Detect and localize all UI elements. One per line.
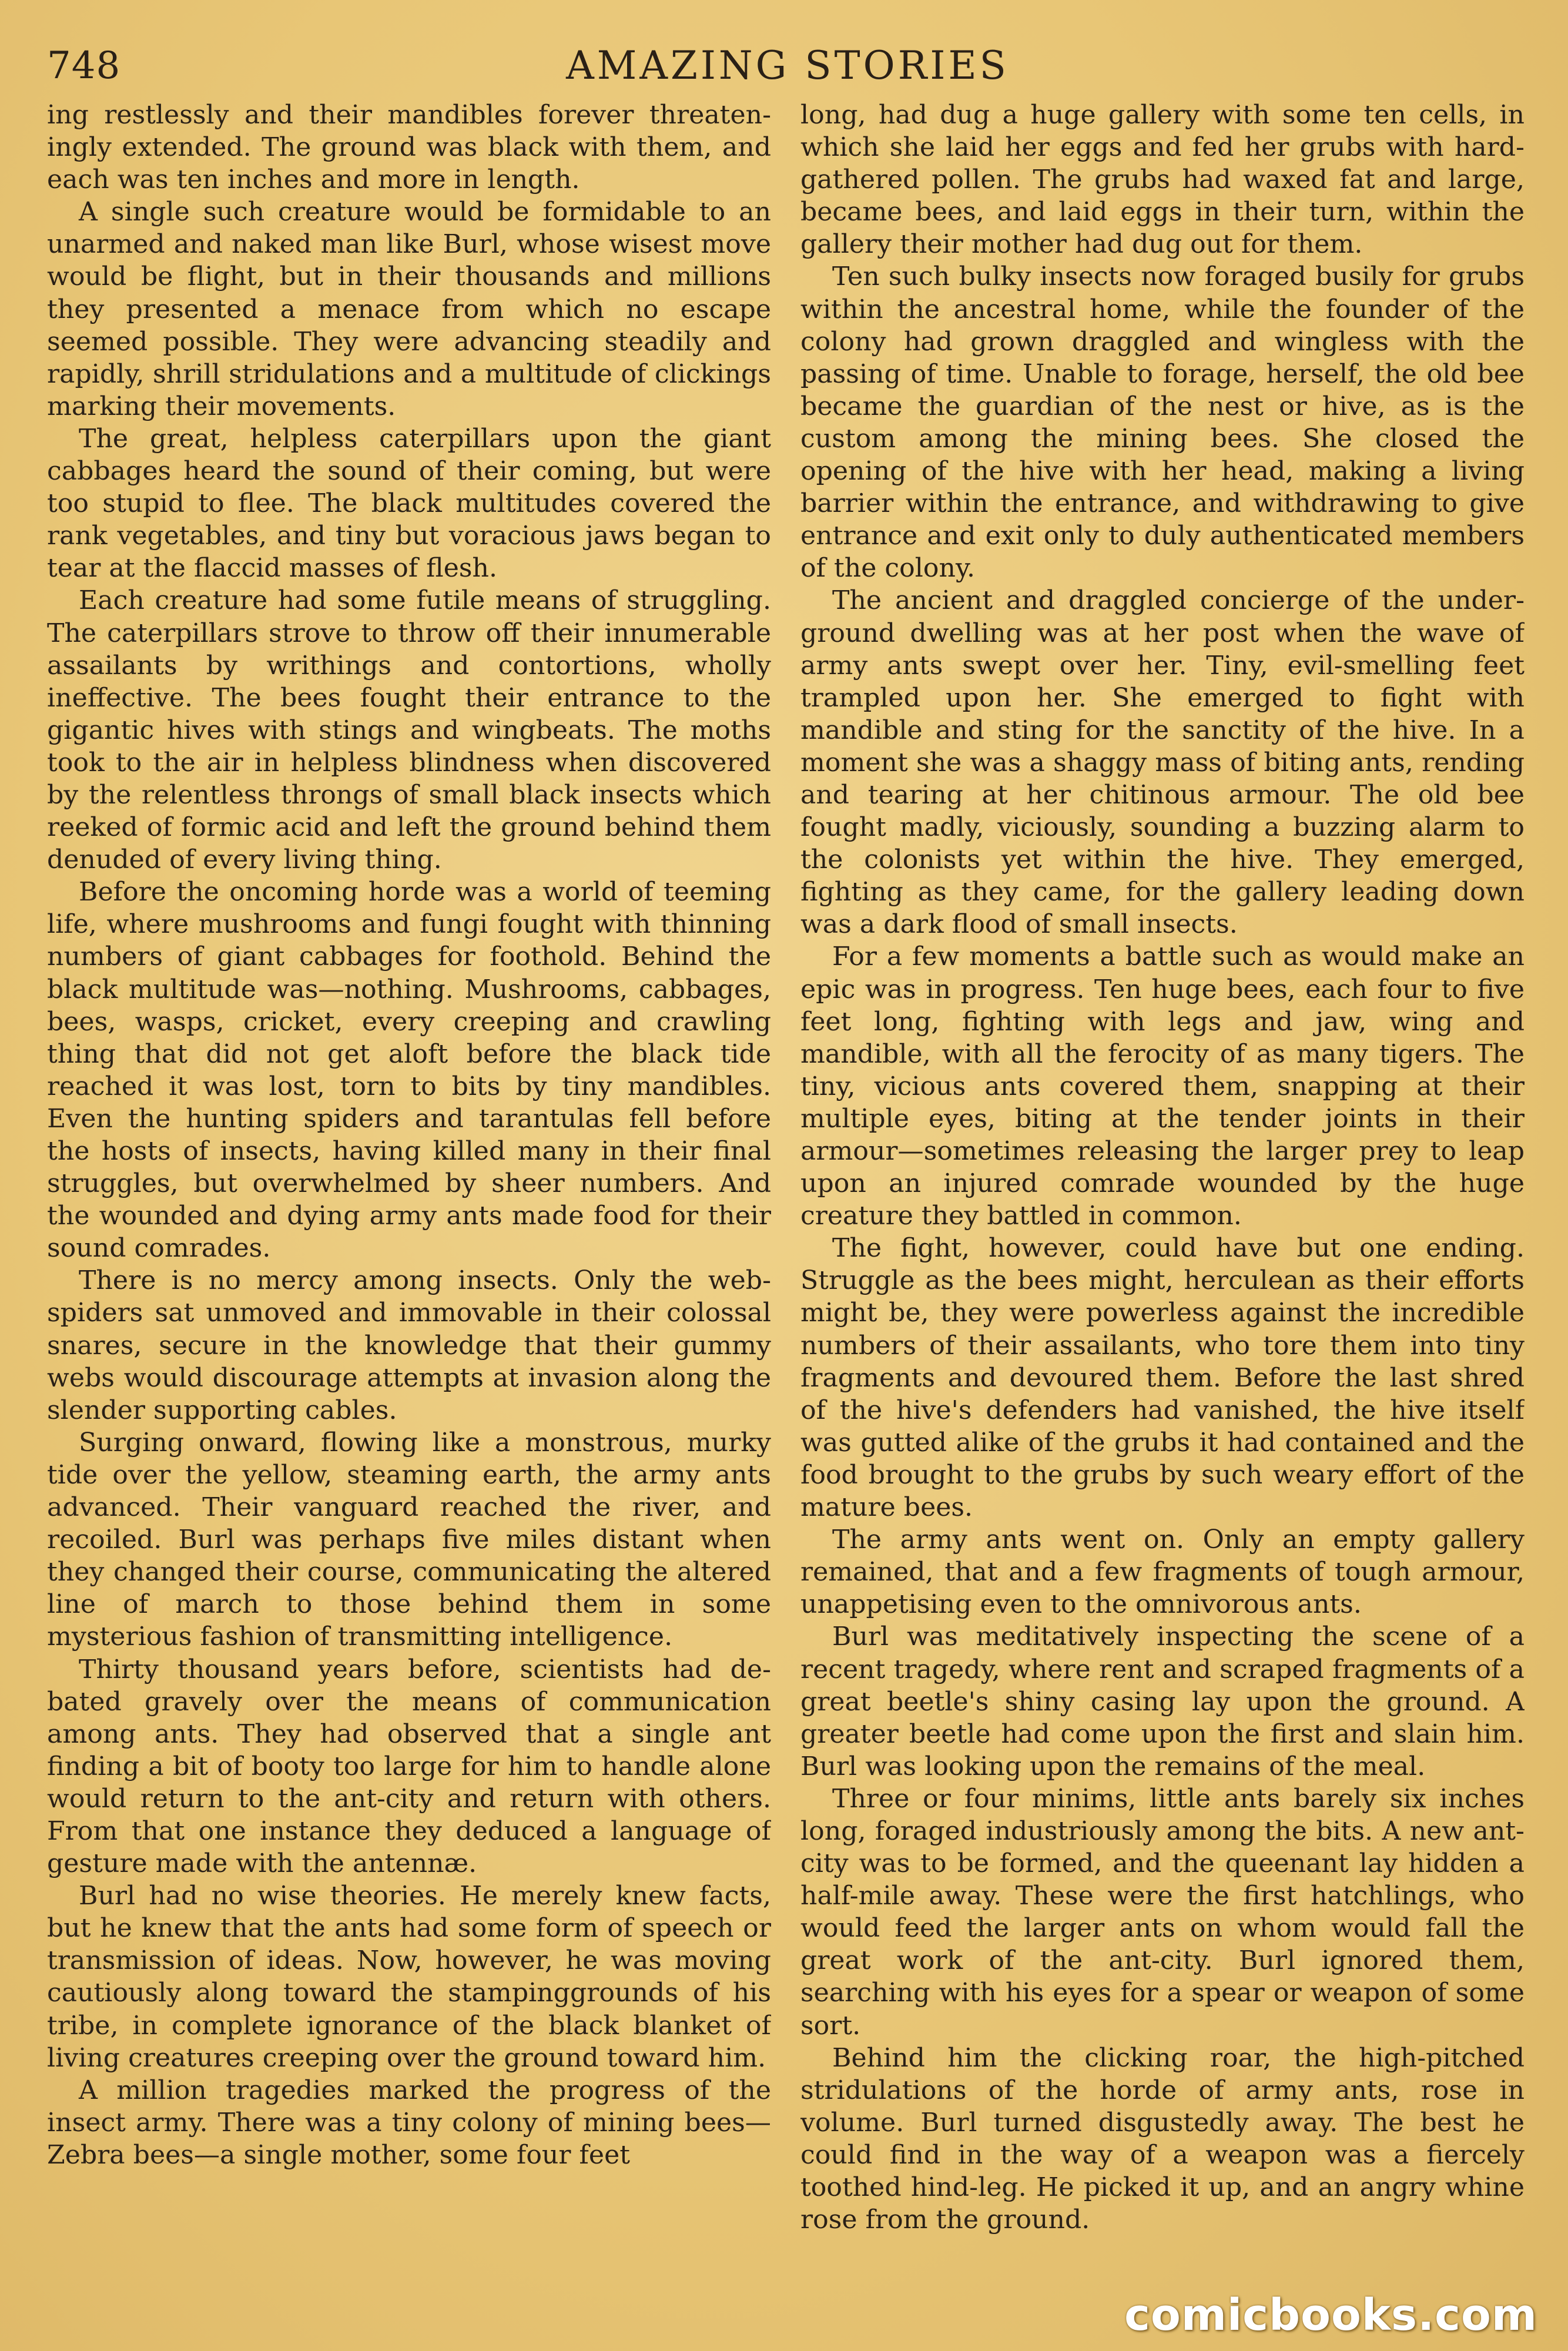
paragraph: The fight, however, could have but one ending. Struggle as the bees might, herculean as their efforts might be, they were powerless against the incredible numbers of their assailants, who tore them into tiny fragments and devoured them. Before the last shred of the hive's defenders had vanished, the hive itself was gutted alike of the grubs it had contained and the food brought to the grubs by such weary effort of the mature bees. bbox=[800, 1233, 1525, 1523]
paragraph: long, had dug a huge gallery with some ten cells, in which she laid her eggs and fed her grubs with hard-gathered pollen. The grubs had waxed fat and large, became bees, and laid eggs in their turn, within the gallery their mother had dug out for them. bbox=[800, 100, 1525, 260]
paragraph: Thirty thousand years before, scientists had debated gravely over the means of communication among ants. They had observed that a single ant finding a bit of booty too large for him to handle alone would return to the ant-city and return with others. From that one instance they deduced a language of gesture made with the antennæ. bbox=[47, 1654, 771, 1879]
watermark: comicbooks.com bbox=[1124, 2290, 1537, 2340]
paragraph: Ten such bulky insects now foraged busily for grubs within the ancestral home, while the founder of the colony had grown draggled and wingless with the passing of time. Unable to forage, herself, the old bee became the guardian of the nest or hive, as is the custom among the mining bees. She closed the opening of the hive with her head, making a living barrier within the entrance, and withdrawing to give entrance and exit only to duly authenticated members of the colony. bbox=[800, 262, 1525, 584]
paragraph: The army ants went on. Only an empty gallery remained, that and a few fragments of tough armour, unappetising even to the omnivorous ants. bbox=[800, 1525, 1525, 1620]
page-header bbox=[47, 36, 1528, 95]
paragraph: For a few moments a battle such as would make an epic was in progress. Ten huge bees, each four to five feet long, fighting with legs and jaw, wing and mandible, with all the ferocity of as many tigers. The tiny, vicious ants covered them, snapping at their multiple eyes, biting at the tender joints in their armour—sometimes releasing the larger prey to leap upon an injured comrade wounded by the huge creature they battled in common. bbox=[800, 942, 1525, 1231]
left-column bbox=[47, 99, 771, 2326]
paragraph: Burl had no wise theories. He merely knew facts, but he knew that the ants had some form of speech or transmission of ideas. Now, however, he was moving cautiously along toward the stampinggrounds of his tribe, in complete ignorance of the black blanket of living creatures creeping over the ground toward him. bbox=[47, 1881, 771, 2073]
paragraph: There is no mercy among insects. Only the webspiders sat unmoved and immovable in their colossal snares, secure in the knowledge that their gummy webs would discourage attempts at invasion along the slender supporting cables. bbox=[47, 1265, 771, 1425]
paragraph: Three or four minims, little ants barely six inches long, foraged industriously among the bits. A new ant-city was to be formed, and the queenant lay hidden a half-mile away. These were the first hatchlings, who would feed the larger ants on whom would fall the great work of the ant-city. Burl ignored them, searching with his eyes for a spear or weapon of some sort. bbox=[800, 1783, 1525, 2041]
running-title: AMAZING STORIES bbox=[566, 43, 1009, 88]
paragraph: Surging onward, flowing like a monstrous, murky tide over the yellow, steaming earth, the army ants advanced. Their vanguard reached the river, and recoiled. Burl was perhaps five miles distant when they changed their course, communicating the altered line of march to those behind them in some mysterious fashion of transmitting intelligence. bbox=[47, 1427, 771, 1652]
paragraph: Each creature had some futile means of struggling. The caterpillars strove to throw off their innumerable assailants by writhings and contortions, wholly ineffective. The bees fought their entrance to the gigantic hives with stings and wingbeats. The moths took to the air in helpless blindness when discovered by the relentless throngs of small black insects which reeked of formic acid and left the ground behind them denuded of every living thing. bbox=[47, 585, 771, 875]
right-column bbox=[800, 99, 1525, 2326]
paragraph: Burl was meditatively inspecting the scene of a recent tragedy, where rent and scraped fragments of a great beetle's shiny casing lay upon the ground. A greater beetle had come upon the first and slain him. Burl was looking upon the remains of the meal. bbox=[800, 1622, 1525, 1781]
paragraph: Before the oncoming horde was a world of teeming life, where mushrooms and fungi fought with thinning numbers of giant cabbages for foothold. Behind the black multitude was—nothing. Mushrooms, cabbages, bees, wasps, cricket, every creeping and crawling thing that did not get aloft before the black tide reached it was lost, torn to bits by tiny mandibles. Even the hunting spiders and tarantulas fell before the hosts of insects, having killed many in their final struggles, but overwhelmed by sheer numbers. And the wounded and dying army ants made food for their sound comrades. bbox=[47, 877, 771, 1264]
paragraph: The ancient and draggled concierge of the underground dwelling was at her post when the wave of army ants swept over her. Tiny, evil-smelling feet trampled upon her. She emerged to fight with mandible and sting for the sanctity of the hive. In a moment she was a shaggy mass of biting ants, rending and tearing at her chitinous armour. The old bee fought madly, viciously, sounding a buzzing alarm to the colonists yet within the hive. They emerged, fighting as they came, for the gallery leading down was a dark flood of small insects. bbox=[800, 585, 1525, 940]
paragraph: The great, helpless caterpillars upon the giant cabbages heard the sound of their coming, but were too stupid to flee. The black multitudes covered the rank vegetables, and tiny but voracious jaws began to tear at the flaccid masses of flesh. bbox=[47, 423, 771, 584]
paragraph: ing restlessly and their mandibles forever threateningly extended. The ground was black with them, and each was ten inches and more in length. bbox=[47, 100, 771, 195]
paragraph: A single such creature would be formidable to an unarmed and naked man like Burl, whose wisest move would be flight, but in their thousands and millions they presented a menace from which no escape seemed possible. They were advancing steadily and rapidly, shrill stridulations and a multitude of clickings marking their movements. bbox=[47, 197, 771, 421]
paragraph: A million tragedies marked the progress of the insect army. There was a tiny colony of mining bees—Zebra bees—a single mother, some four feet bbox=[47, 2075, 771, 2170]
page-number: 748 bbox=[47, 44, 121, 88]
paragraph: Behind him the clicking roar, the high-pitched stridulations of the horde of army ants, rose in volume. Burl turned disgustedly away. The best he could find in the way of a weapon was a fiercely toothed hind-leg. He picked it up, and an angry whine rose from the ground. bbox=[800, 2042, 1525, 2235]
